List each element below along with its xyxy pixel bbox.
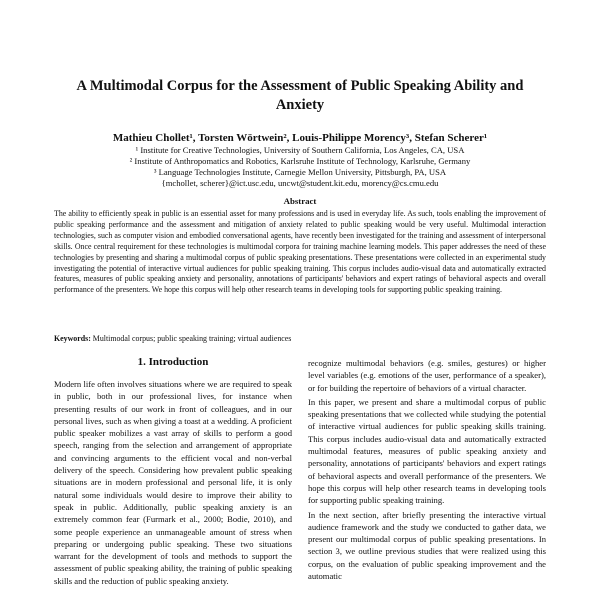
- right-column: [308, 357, 546, 600]
- section-heading-introduction: 1. Introduction: [137, 356, 209, 368]
- keywords-line: [54, 334, 546, 343]
- affiliation-2: ² Institute of Anthropomatics and Robotics, Karlsruhe Institute of Technology, Karlsruhe, Germany: [129, 156, 471, 166]
- abstract-heading: Abstract: [283, 196, 317, 206]
- title-line-2: Anxiety: [275, 97, 325, 113]
- abstract-text: The ability to efficiently speak in public is an essential asset for many professions and is used in everyday life. As such, tools enabling the improvement of public speaking performance and the assessment and mitigation of anxiety related to public speaking would be very useful. Multimodal interaction technologies, such as computer vision and embodied conversational agents, have recently been investigated for the training and assessment of interpersonal skills. Once central requirement for these technologies is multimodal corpora for training machine learning models. This paper addresses the need of these technologies by presenting and sharing a multimodal corpus of public speaking presentations. These presentations were collected in an experimental study investigating the potential of interactive virtual audiences for public speaking training. This corpus includes audio-visual data and automatically extracted features, measures of public speaking anxiety and personality, annotations of participants' behaviors and expert ratings of behavioral aspects and overall performance of the presenters. We hope this corpus will help other research teams in developing tools for supporting public speaking training.: [54, 209, 546, 295]
- intro-paragraph-1: Modern life often involves situations where we are required to speak in public, both in our professional lives, for instance when presenting results of our work in front of colleagues, and in our personal lives, such as when giving a toast at a wedding. A proficient public speaker mobilizes a vast array of skills to perform a good speech, ranging from the selection and arrangement of appropriate and convincing arguments to the efficient vocal and non-verbal delivery of the speech. Considering how prevalent public speaking situations are in modern professional and personal life, it is only natural some individuals would desire to improve their ability to speak in public. Additionally, public speaking anxiety is an extremely common fear (Furmark et al., 2000; Bodie, 2010), and some people experience an unmanageable amount of stress when preparing or undergoing public speaking. These two situations warrant for the development of tools and methods to support the assessment of public speaking ability, the training of public speaking skills and the reduction of public speaking anxiety.: [54, 379, 292, 586]
- keywords-text: Multimodal corpus; public speaking training; virtual audiences: [90, 334, 292, 343]
- author-emails: {mchollet, scherer}@ict.usc.edu, uncwt@student.kit.edu, morency@cs.cmu.edu: [161, 178, 439, 188]
- paper-title: [40, 77, 560, 115]
- intro-paragraph-2: recognize multimodal behaviors (e.g. smiles, gestures) or higher level variables (e.g. emotions of the user, performance of a speaker), or for building the repertoire of behaviors of a virtual character.: [308, 358, 546, 393]
- affiliation-3: ³ Language Technologies Institute, Carnegie Mellon University, Pittsburgh, PA, USA: [153, 167, 447, 177]
- intro-paragraph-4: In the next section, after briefly presenting the interactive virtual audience framework and the study we conducted to gather data, we present our multimodal corpus of public speaking presentations. In section 3, we outline previous studies that were realized using this corpus, on the evaluation of public speaking improvement and the automatic: [308, 509, 546, 582]
- intro-paragraph-3: In this paper, we present and share a multimodal corpus of public speaking presentations that we collected while studying the potential of interactive virtual audiences for public speaking skills training. This corpus includes audio-visual data and automatically extracted multimodal features, measures of public speaking anxiety and personality, annotations of participants' behaviors and expert ratings of behavioral aspects and overall performance of the presenters. We hope this corpus will help other research teams in developing tools for supporting public speaking training.: [308, 396, 546, 506]
- keywords-label: Keywords:: [54, 334, 91, 343]
- affiliation-1: ¹ Institute for Creative Technologies, University of Southern California, Los Angeles, CA, USA: [135, 145, 465, 155]
- author-list: Mathieu Chollet¹, Torsten Wörtwein², Louis-Philippe Morency³, Stefan Scherer¹: [112, 132, 488, 144]
- title-line-1: A Multimodal Corpus for the Assessment of Public Speaking Ability and: [76, 78, 524, 94]
- left-column: [54, 378, 292, 600]
